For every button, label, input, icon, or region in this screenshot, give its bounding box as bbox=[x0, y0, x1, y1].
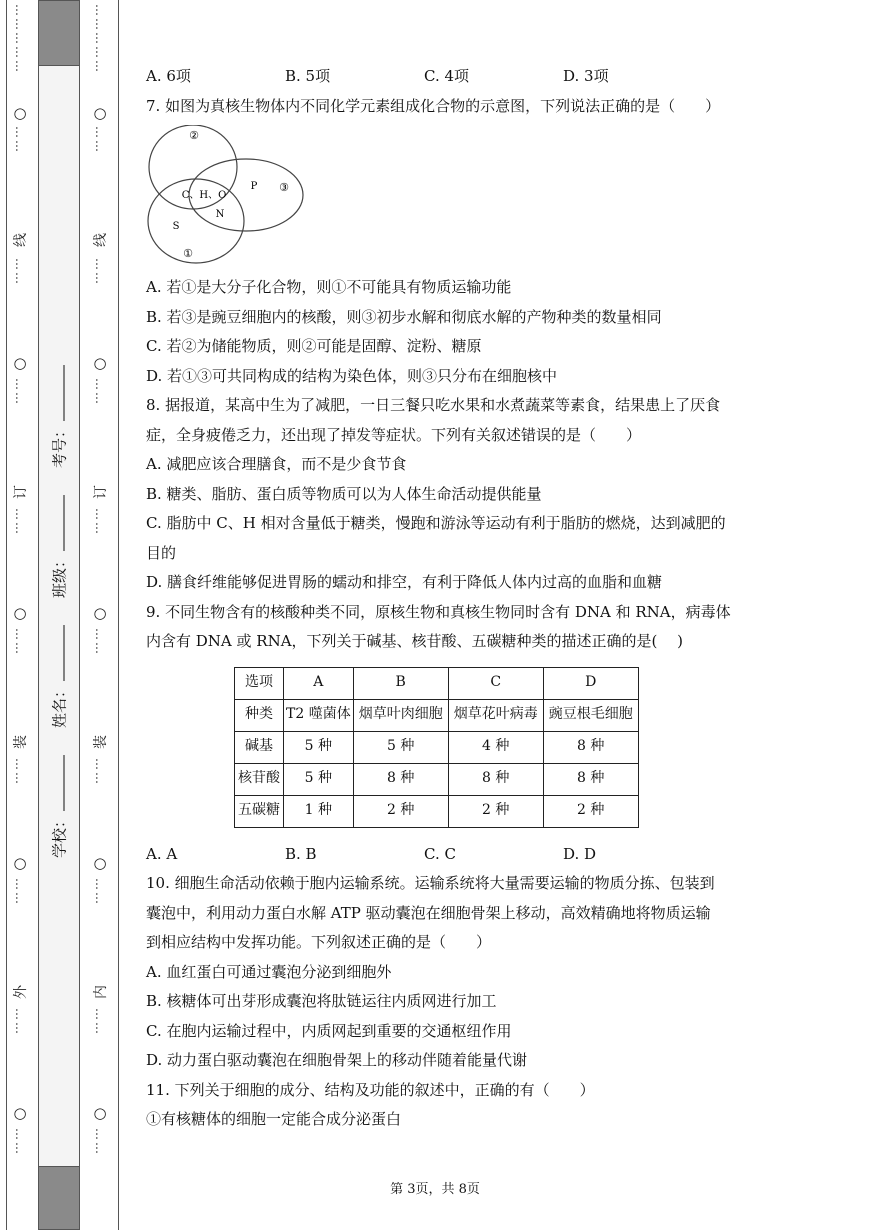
dots: …… bbox=[13, 1128, 27, 1156]
circle-mark: ○ bbox=[93, 604, 107, 622]
table-row bbox=[235, 731, 639, 763]
table-cell: A bbox=[284, 667, 354, 699]
q7-option-c: C. 若②为储能物质，则②可能是固醇、淀粉、糖原 bbox=[146, 337, 482, 355]
circle-mark: ○ bbox=[13, 854, 27, 872]
q10-stem-line2: 囊泡中，利用动力蛋白水解 ATP 驱动囊泡在细胞骨架上移动，高效精确地将物质运输 bbox=[146, 903, 711, 922]
dots: …… bbox=[93, 508, 107, 536]
q10-option-c: C. 在胞内运输过程中，内质网起到重要的交通枢纽作用 bbox=[146, 1021, 512, 1040]
q6-option-b: B. 5项 bbox=[285, 67, 331, 85]
table-cell: 五碳糖 bbox=[235, 795, 284, 827]
q8-option-a: A. 减肥应该合理膳食，而不是少食节食 bbox=[146, 455, 407, 473]
marker-nei: 内 bbox=[93, 985, 109, 999]
q7-option-b: B. 若③是豌豆细胞内的核酸，则③初步水解和彻底水解的产物种类的数量相同 bbox=[146, 307, 662, 326]
dots: …… bbox=[13, 1008, 27, 1036]
dots: …… bbox=[93, 126, 107, 154]
class-field bbox=[49, 495, 70, 598]
binding-gray-band-bottom bbox=[38, 1166, 80, 1230]
venn-center-label: C、H、O bbox=[181, 190, 227, 201]
table-cell: C bbox=[448, 667, 543, 699]
dots: …… bbox=[93, 628, 107, 656]
q6-option-c: C. 4项 bbox=[424, 67, 470, 85]
venn-p-label: P bbox=[250, 181, 258, 192]
circle-mark: ○ bbox=[13, 1104, 27, 1122]
venn-n-label: N bbox=[215, 209, 225, 220]
q10-stem-line3: 到相应结构中发挥功能。下列叙述正确的是（ ） bbox=[146, 933, 492, 951]
student-info-column bbox=[38, 66, 80, 1166]
venn-label-2: ② bbox=[189, 129, 199, 142]
table-cell: 4 种 bbox=[448, 731, 543, 763]
q9-options bbox=[146, 840, 736, 870]
table-cell: 碱基 bbox=[235, 731, 284, 763]
marker-ding: 订 bbox=[93, 485, 109, 499]
table-cell: 8 种 bbox=[543, 763, 638, 795]
q8-stem-line2: 症，全身疲倦乏力，还出现了掉发等症状。下列有关叙述错误的是（ ） bbox=[146, 425, 642, 444]
q8-stem-line1: 8. 据报道，某高中生为了减肥，一日三餐只吃水果和水煮蔬菜等素食，结果患上了厌食 bbox=[146, 396, 721, 414]
q10-option-a: A. 血红蛋白可通过囊泡分泌到细胞外 bbox=[146, 962, 392, 981]
table-cell: 5 种 bbox=[284, 763, 354, 795]
venn-diagram bbox=[146, 125, 306, 265]
circle-mark: ○ bbox=[13, 604, 27, 622]
dots: …………… bbox=[13, 4, 27, 74]
table-cell: B bbox=[353, 667, 448, 699]
table-cell: 5 种 bbox=[353, 731, 448, 763]
q10-option-d: D. 动力蛋白驱动囊泡在细胞骨架上的移动伴随着能量代谢 bbox=[146, 1051, 528, 1069]
circle-mark: ○ bbox=[93, 1104, 107, 1122]
q9-option-d: D. D bbox=[563, 844, 597, 863]
table-row bbox=[235, 667, 639, 699]
table-cell: 烟草叶肉细胞 bbox=[353, 699, 448, 731]
table-cell: 2 种 bbox=[448, 795, 543, 827]
inner-cut-line bbox=[85, 0, 115, 1230]
q8-option-c-line1: C. 脂肪中 C、H 相对含量低于糖类，慢跑和游泳等运动有利于脂肪的燃烧，达到减肥的 bbox=[146, 514, 726, 532]
q7-option-d: D. 若①③可共同构成的结构为染色体，则③只分布在细胞核中 bbox=[146, 366, 558, 385]
marker-wai: 外 bbox=[13, 985, 29, 999]
q9-stem-line2: 内含有 DNA 或 RNA，下列关于碱基、核苷酸、五碳糖种类的描述正确的是( ) bbox=[146, 632, 684, 650]
q9-option-a: A. A bbox=[146, 844, 178, 863]
table-cell: 选项 bbox=[235, 667, 284, 699]
table-cell: 种类 bbox=[235, 699, 284, 731]
binding-border-right bbox=[118, 0, 119, 1230]
q6-options bbox=[146, 62, 736, 92]
table-cell: 8 种 bbox=[353, 763, 448, 795]
binding-gray-band-top bbox=[38, 0, 80, 66]
table-cell: 烟草花叶病毒 bbox=[448, 699, 543, 731]
table-cell: 1 种 bbox=[284, 795, 354, 827]
q6-option-a: A. 6项 bbox=[146, 67, 191, 85]
circle-mark: ○ bbox=[93, 104, 107, 122]
q9-option-b: B. B bbox=[285, 844, 317, 863]
circle-mark: ○ bbox=[13, 104, 27, 122]
dots: …… bbox=[13, 258, 27, 286]
q11-stem: 11. 下列关于细胞的成分、结构及功能的叙述中，正确的有（ ） bbox=[146, 1080, 595, 1099]
dots: …… bbox=[93, 1008, 107, 1036]
table-cell: 8 种 bbox=[543, 731, 638, 763]
q9-stem-line1: 9. 不同生物含有的核酸种类不同，原核生物和真核生物同时含有 DNA 和 RNA，病毒体 bbox=[146, 602, 731, 621]
table-cell: 8 种 bbox=[448, 763, 543, 795]
q7-stem: 7. 如图为真核生物体内不同化学元素组成化合物的示意图，下列说法正确的是（ ） bbox=[146, 96, 721, 115]
table-cell: 核苷酸 bbox=[235, 763, 284, 795]
exam-number-label: 考号： bbox=[50, 422, 69, 469]
name-field bbox=[49, 625, 70, 728]
school-field bbox=[49, 755, 70, 858]
name-label: 姓名： bbox=[50, 682, 69, 729]
dots: …… bbox=[93, 258, 107, 286]
dots: …… bbox=[13, 758, 27, 786]
marker-xian: 线 bbox=[93, 233, 109, 247]
dots: …… bbox=[93, 1128, 107, 1156]
dots: …… bbox=[13, 126, 27, 154]
venn-label-3: ③ bbox=[279, 181, 289, 194]
marker-zhuang: 装 bbox=[13, 735, 29, 749]
q8-option-c-line2: 目的 bbox=[146, 543, 177, 562]
venn-label-1: ① bbox=[183, 247, 193, 260]
marker-xian: 线 bbox=[13, 233, 29, 247]
dots: …… bbox=[93, 878, 107, 906]
marker-ding: 订 bbox=[13, 485, 29, 499]
dots: …… bbox=[93, 758, 107, 786]
school-label: 学校： bbox=[50, 812, 69, 859]
q8-option-b: B. 糖类、脂肪、蛋白质等物质可以为人体生命活动提供能量 bbox=[146, 484, 542, 503]
outer-cut-line bbox=[5, 0, 35, 1230]
circle-mark: ○ bbox=[13, 354, 27, 372]
binding-margin bbox=[0, 0, 120, 1230]
exam-content bbox=[146, 62, 736, 1135]
table-row bbox=[235, 763, 639, 795]
dots: …… bbox=[13, 628, 27, 656]
table-row bbox=[235, 699, 639, 731]
q8-option-d: D. 膳食纤维能够促进胃肠的蠕动和排空，有利于降低人体内过高的血脂和血糖 bbox=[146, 573, 663, 591]
table-cell: 2 种 bbox=[543, 795, 638, 827]
dots: …… bbox=[13, 508, 27, 536]
exam-number-blank bbox=[63, 365, 65, 421]
table-cell: 豌豆根毛细胞 bbox=[543, 699, 638, 731]
q10-option-b: B. 核糖体可出芽形成囊泡将肽链运往内质网进行加工 bbox=[146, 992, 497, 1010]
q9-option-c: C. C bbox=[424, 844, 456, 863]
table-row bbox=[235, 795, 639, 827]
table-cell: 5 种 bbox=[284, 731, 354, 763]
table-cell: D bbox=[543, 667, 638, 699]
class-blank bbox=[63, 495, 65, 551]
q10-stem-line1: 10. 细胞生命活动依赖于胞内运输系统。运输系统将大量需要运输的物质分拣、包装到 bbox=[146, 874, 715, 892]
page-footer: 第 3页，共 8页 bbox=[390, 1182, 480, 1197]
table-cell: 2 种 bbox=[353, 795, 448, 827]
q11-item-1: ①有核糖体的细胞一定能合成分泌蛋白 bbox=[146, 1110, 402, 1128]
exam-number-field bbox=[49, 365, 70, 468]
school-blank bbox=[63, 755, 65, 811]
marker-zhuang: 装 bbox=[93, 735, 109, 749]
dots: …… bbox=[13, 378, 27, 406]
dots: …………… bbox=[93, 4, 107, 74]
class-label: 班级： bbox=[50, 552, 69, 599]
venn-s-label: S bbox=[172, 221, 180, 232]
q9-table bbox=[234, 667, 639, 828]
dots: …… bbox=[13, 878, 27, 906]
dots: …… bbox=[93, 378, 107, 406]
q7-option-a: A. 若①是大分子化合物，则①不可能具有物质运输功能 bbox=[146, 278, 512, 296]
table-cell: T2 噬菌体 bbox=[284, 699, 354, 731]
name-blank bbox=[63, 625, 65, 681]
circle-mark: ○ bbox=[93, 354, 107, 372]
circle-mark: ○ bbox=[93, 854, 107, 872]
q6-option-d: D. 3项 bbox=[563, 67, 609, 85]
